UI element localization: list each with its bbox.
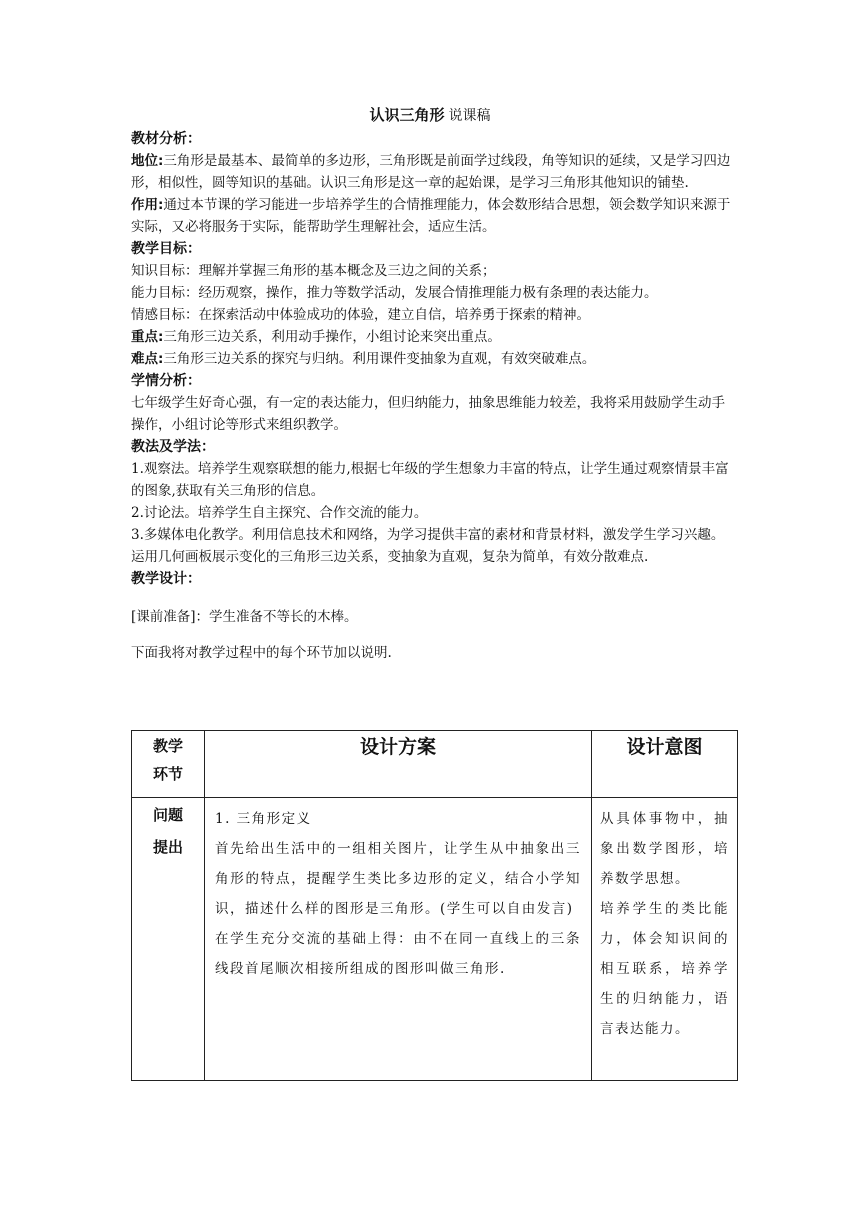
method-2: 2.讨论法。培养学生自主探究、合作交流的能力。 [131, 505, 428, 521]
methods-heading: 教法及学法： [131, 439, 215, 455]
document-body [131, 128, 737, 664]
analysis-heading: 教材分析： [131, 131, 201, 147]
stage-line2: 提出 [152, 838, 183, 856]
position-paragraph [131, 150, 737, 194]
role-text: 通过本节课的学习能进一步培养学生的合情推理能力，体会数形结合思想，领会数学知识来源于实际，又必将服务于实际，能帮助学生理解社会，适应生活。 [131, 197, 731, 235]
method-3: 3.多媒体电化教学。利用信息技术和网络，为学习提供丰富的素材和背景材料，激发学生学习兴趣。运用几何画板展示变化的三角形三边关系，变抽象为直观，复杂为简单，有效分散难点. [131, 527, 725, 565]
key-label: 重点: [131, 329, 164, 345]
table-header-row [132, 731, 738, 798]
plan-paragraph-2: 在学生充分交流的基础上得：由不在同一直线上的三条线段首尾顺次相接所组成的图形叫做三角形. [215, 931, 581, 977]
role-paragraph [131, 194, 737, 238]
students-heading: 学情分析： [131, 373, 201, 389]
document-title [0, 104, 860, 125]
spacer [131, 590, 737, 606]
key-text: 三角形三边关系，利用动手操作，小组讨论来突出重点。 [163, 329, 501, 345]
spacer [131, 628, 737, 642]
intent-cell [592, 798, 738, 1081]
plan-paragraph-1: 首先给出生活中的一组相关图片，让学生从中抽象出三角形的特点，提醒学生类比多边形的定义，结合小学知识，描述什么样的图形是三角形。(学生可以自由发言) [215, 841, 581, 917]
position-text: 三角形是最基本、最简单的多边形，三角形既是前面学过线段，角等知识的延续，又是学习四边形，相似性，圆等知识的基础。认识三角形是这一章的起始课，是学习三角形其他知识的铺垫. [131, 153, 731, 191]
difficulty-paragraph [131, 348, 737, 370]
title-main: 认识三角形 [369, 106, 445, 124]
header-plan: 设计方案 [205, 731, 592, 798]
title-sub: 说课稿 [448, 108, 491, 124]
intent-paragraph-1: 从具体事物中，抽象出数学图形，培养数学思想。 [600, 811, 729, 887]
table-row [132, 798, 738, 1081]
difficulty-label: 难点: [131, 351, 164, 367]
intent-paragraph-2: 培养学生的类比能力，体会知识间的相互联系，培养学生的归纳能力，语言表达能力。 [600, 901, 729, 1037]
method-1: 1.观察法。培养学生观察联想的能力,根据七年级的学生想象力丰富的特点，让学生通过观察情景丰富的图象,获取有关三角形的信息。 [131, 461, 729, 499]
design-table [131, 730, 738, 1081]
goals-heading: 教学目标： [131, 241, 201, 257]
header-stage-line1: 教学 [152, 737, 183, 755]
plan-title: 1. 三角形定义 [215, 811, 312, 827]
emotion-goal: 情感目标：在探索活动中体验成功的体验，建立自信，培养勇于探索的精神。 [131, 307, 590, 323]
design-heading: 教学设计： [131, 571, 201, 587]
prep-text: [课前准备]：学生准备不等长的木棒。 [131, 609, 358, 625]
plan-cell [205, 798, 592, 1081]
key-paragraph [131, 326, 737, 348]
difficulty-text: 三角形三边关系的探究与归纳。利用课件变抽象为直观，有效突破难点。 [163, 351, 596, 367]
knowledge-goal: 知识目标：理解并掌握三角形的基本概念及三边之间的关系； [131, 263, 496, 279]
intro-text: 下面我将对教学过程中的每个环节加以说明. [131, 645, 392, 661]
stage-cell [132, 798, 205, 1081]
stage-line1: 问题 [152, 806, 183, 824]
role-label: 作用: [131, 197, 164, 213]
ability-goal: 能力目标：经历观察，操作，推力等数学活动，发展合情推理能力极有条理的表达能力。 [131, 285, 658, 301]
header-stage [132, 731, 205, 798]
header-stage-line2: 环节 [152, 765, 183, 783]
position-label: 地位: [131, 153, 164, 169]
header-intent: 设计意图 [592, 731, 738, 798]
students-text: 七年级学生好奇心强，有一定的表达能力，但归纳能力，抽象思维能力较差，我将采用鼓励学生动手操作，小组讨论等形式来组织教学。 [131, 395, 725, 433]
